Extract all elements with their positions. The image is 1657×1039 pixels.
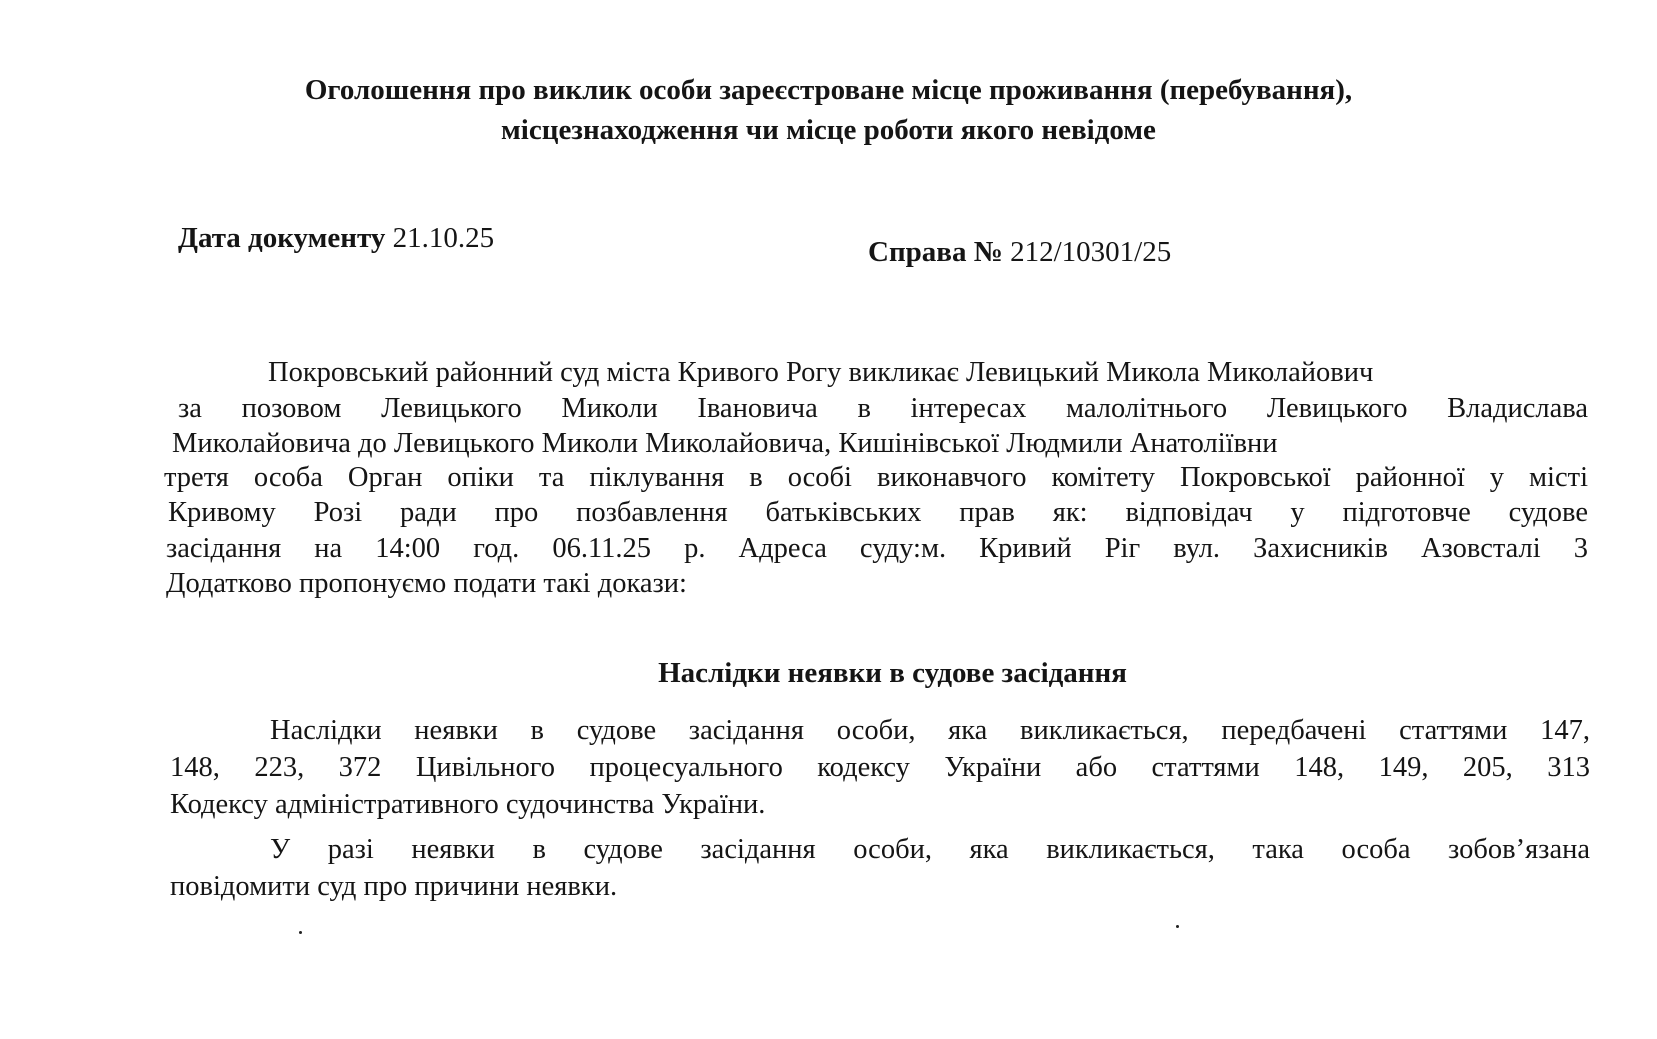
case-label: Справа № xyxy=(868,236,1003,268)
consequences-line: Наслідки неявки в судове засідання особи, яка викликається, передбачені статтями 147, xyxy=(270,715,1590,746)
scan-speck xyxy=(299,931,302,934)
title-line-1: Оголошення про виклик особи зареєстроване місце проживання (перебування), xyxy=(304,74,1353,106)
date-value: 21.10.25 xyxy=(392,222,495,254)
body-line: за позовом Левицького Миколи Івановича в інтересах малолітнього Левицького Владислава xyxy=(178,392,1588,424)
body-line: Додатково пропонуємо подати такі докази: xyxy=(166,568,687,599)
consequences-text xyxy=(170,712,1590,905)
consequences-heading: Наслідки неявки в судове засідання xyxy=(658,657,1127,689)
consequences-line: повідомити суд про причини неявки. xyxy=(170,871,618,902)
body-line: третя особа Орган опіки та піклування в особі виконавчого комітету Покровської районної у місті xyxy=(164,461,1588,493)
body-line: Покровський районний суд міста Кривого Рогу викликає Левицький Микола Миколайович xyxy=(268,357,1374,388)
page-title xyxy=(200,70,1457,150)
consequences-line: Кодексу адміністративного судочинства України. xyxy=(170,789,766,820)
title-line-2: місцезнаходження чи місце роботи якого невідоме xyxy=(501,114,1156,146)
body-line: засідання на 14:00 год. 06.11.25 р. Адреса суду:м. Кривий Ріг вул. Захисників Азовсталі 3 xyxy=(166,532,1588,564)
consequences-line: У разі неявки в судове засідання особи, яка викликається, така особа зобов’язана xyxy=(270,834,1590,865)
body-line: Кривому Розі ради про позбавлення батьківських прав як: відповідач у підготовче судове xyxy=(168,497,1588,528)
consequences-line: 148, 223, 372 Цивільного процесуального кодексу України або статтями 148, 149, 205, 313 xyxy=(170,752,1590,783)
date-label: Дата документу xyxy=(178,222,386,254)
document-date xyxy=(178,222,494,255)
case-number xyxy=(868,236,1171,269)
body-line: Миколайовича до Левицького Миколи Миколайовича, Кишінівської Людмили Анатоліївни xyxy=(172,428,1278,459)
summons-body xyxy=(164,355,1588,602)
scan-speck xyxy=(1176,925,1179,928)
case-value: 212/10301/25 xyxy=(1010,236,1172,268)
